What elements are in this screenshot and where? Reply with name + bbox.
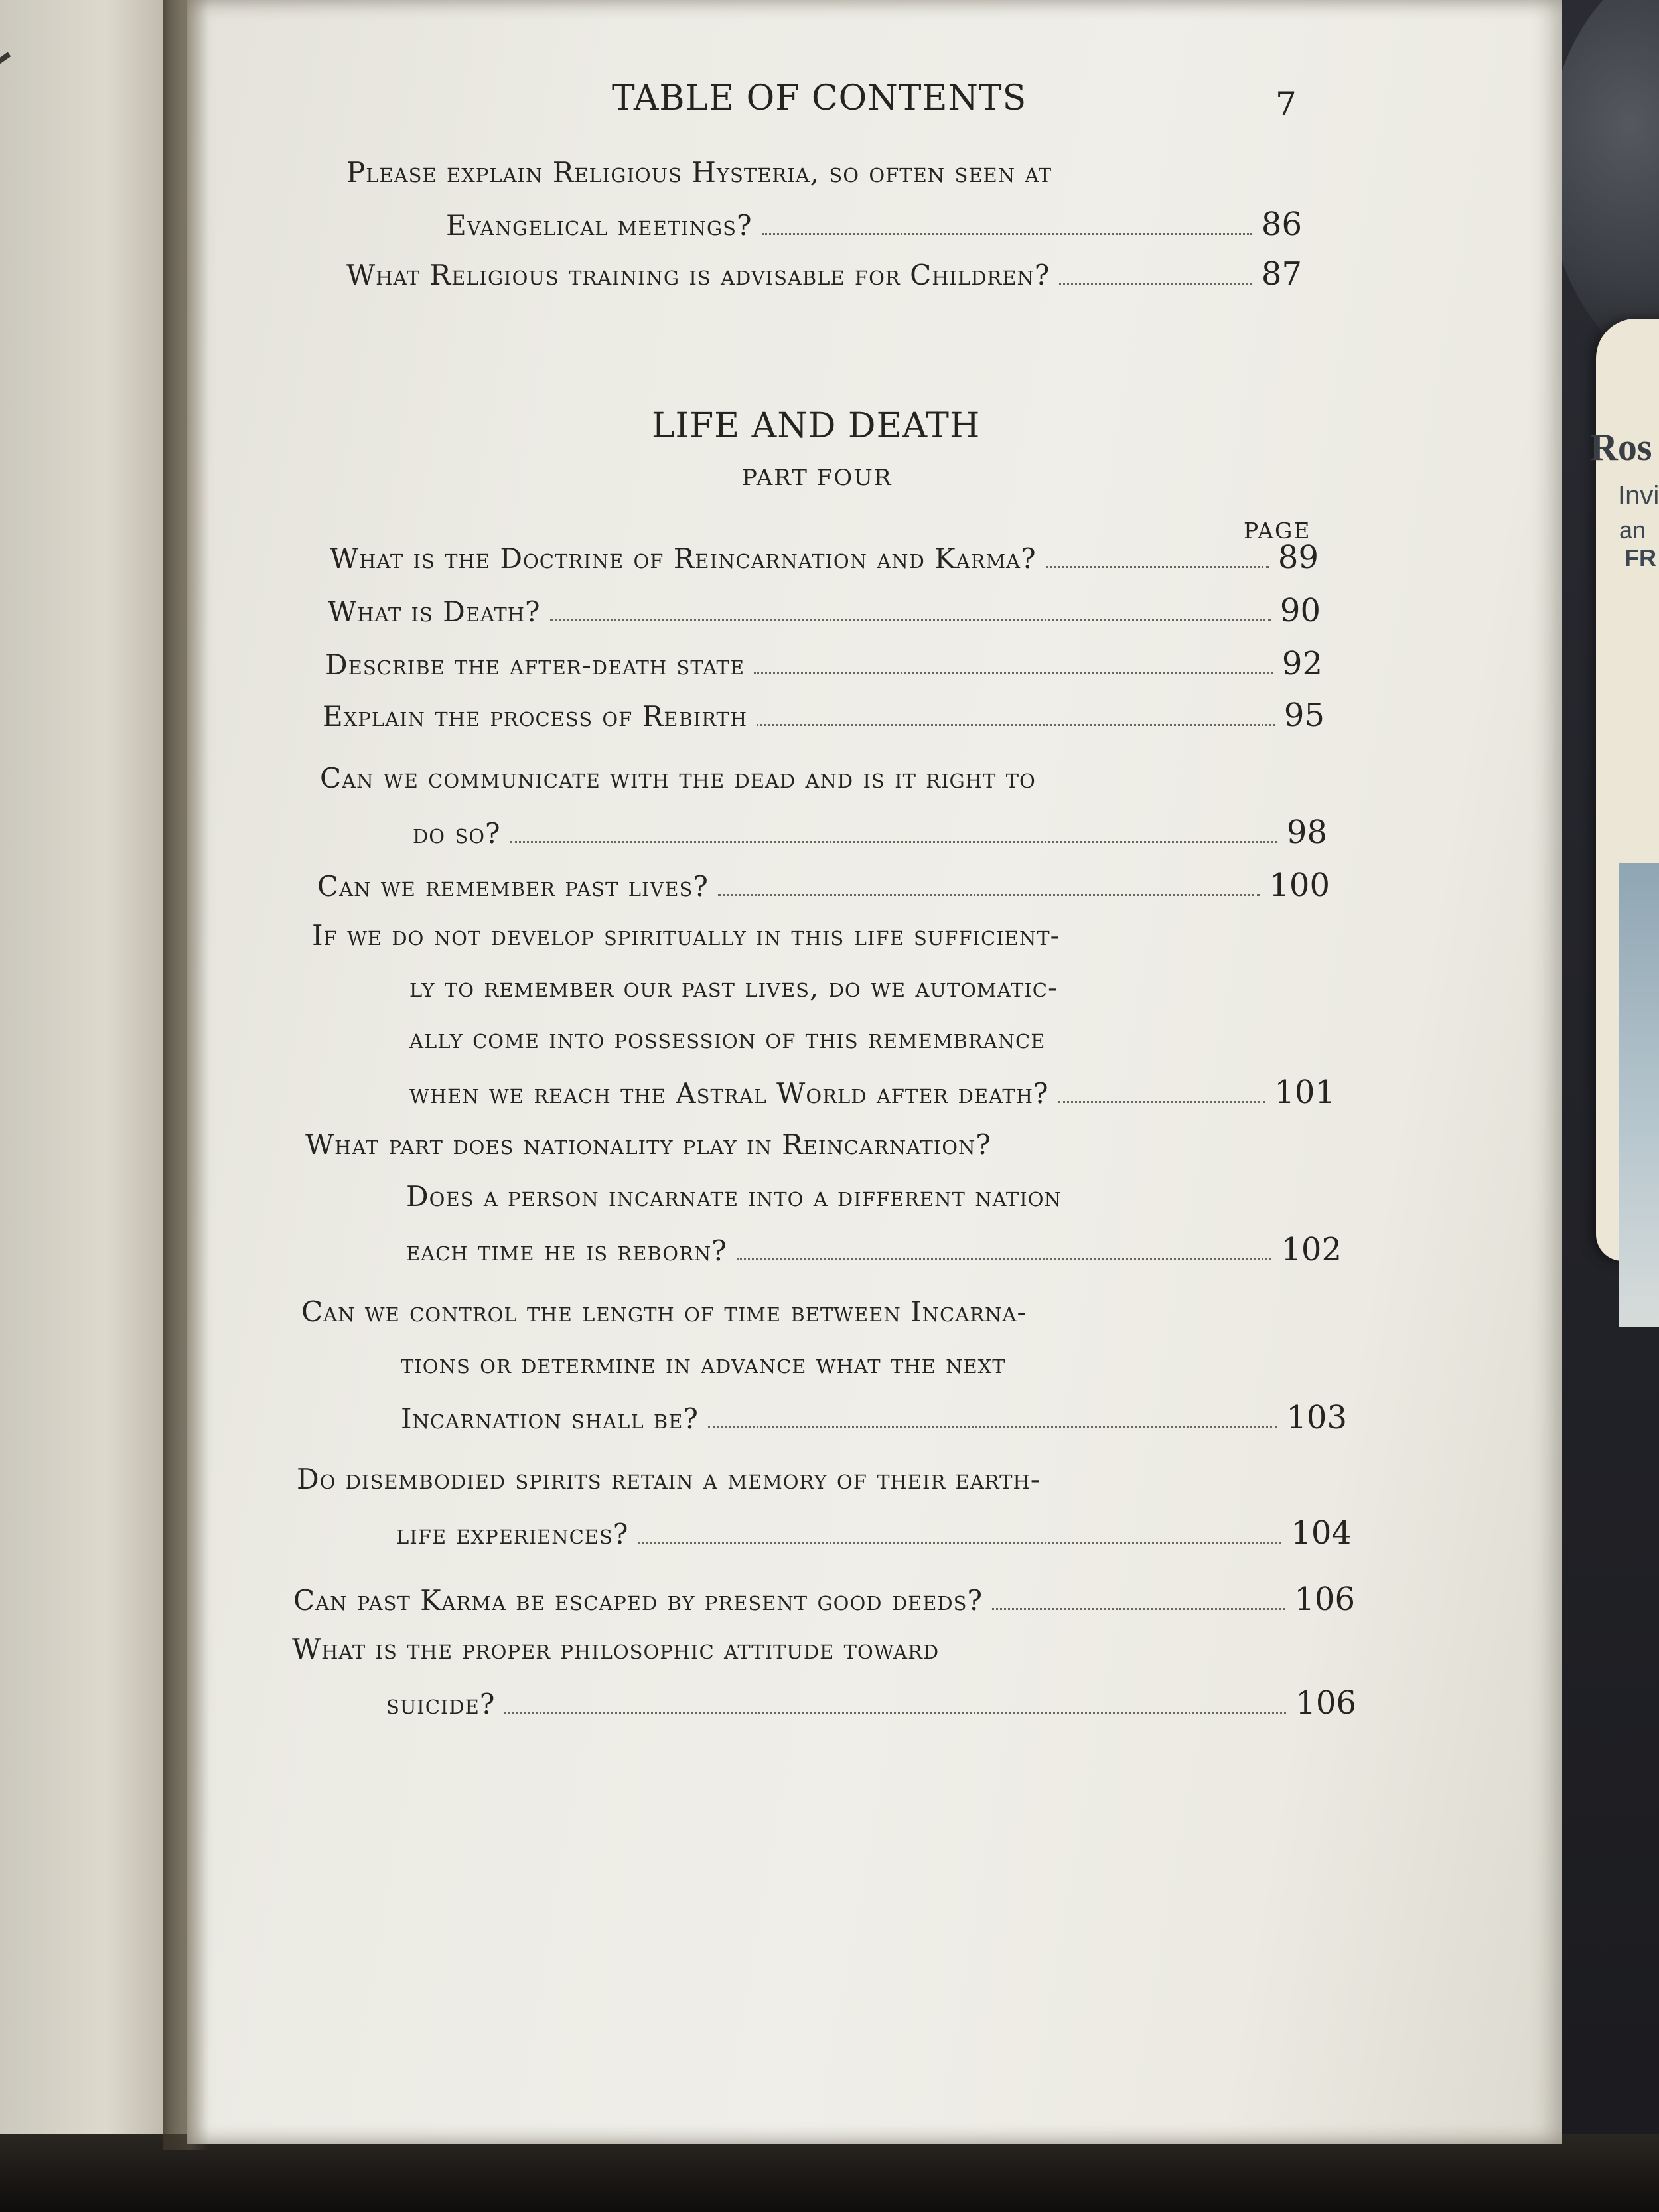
toc-entry-line-last <box>325 645 1323 692</box>
toc-entry-text: Can past Karma be escaped by present good deeds? <box>293 1584 983 1617</box>
toc-entry-line-last <box>328 592 1321 638</box>
toc-page-number: 106 <box>1295 1684 1356 1722</box>
toc-entry-line-last <box>396 1514 1352 1561</box>
toc-entry-line-last <box>293 1581 1355 1627</box>
toc-entry-text: Does a person incarnate into a different nation <box>406 1180 1062 1213</box>
dot-leader <box>762 233 1252 235</box>
toc-entry-text: Can we communicate with the dead and is it right to <box>320 762 1036 794</box>
toc-entry-line-last <box>346 256 1302 302</box>
toc-entry-line <box>292 1633 939 1679</box>
toc-entry-text: ally come into possession of this remembrance <box>409 1022 1046 1055</box>
toc-entry-line <box>320 762 1036 808</box>
toc-entry-text: Do disembodied spirits retain a memory of their earth- <box>297 1463 1041 1495</box>
dot-leader <box>1058 1101 1265 1103</box>
toc-page-number: 87 <box>1261 256 1302 293</box>
toc-page-number: 92 <box>1281 645 1323 682</box>
dot-leader <box>718 894 1260 896</box>
toc-page-number: 98 <box>1286 814 1327 851</box>
dot-leader <box>510 841 1277 843</box>
leaflet-graphic <box>1619 863 1659 1327</box>
page-number: 7 <box>1275 85 1297 123</box>
toc-entry-line <box>406 1180 1062 1226</box>
toc-entry-text: life experiences? <box>396 1518 629 1550</box>
toc-entry-text: Can we control the length of time between Incarna- <box>301 1295 1027 1328</box>
book-edge <box>0 2134 1659 2212</box>
toc-entry-line <box>297 1463 1041 1509</box>
spine-shadow <box>163 0 209 2150</box>
toc-entry-text: What is the proper philosophic attitude toward <box>292 1633 940 1665</box>
toc-entry-line <box>401 1347 1006 1394</box>
toc-entry-line <box>409 971 1058 1017</box>
running-title: TABLE OF CONTENTS <box>612 78 1027 118</box>
toc-entry-text: Evangelical meetings? <box>446 209 753 242</box>
dot-leader <box>504 1712 1286 1714</box>
dot-leader <box>737 1258 1272 1260</box>
dot-leader <box>992 1608 1285 1610</box>
dot-leader <box>638 1542 1281 1544</box>
toc-entry-text: Can we remember past lives? <box>317 870 709 903</box>
toc-entry-text: do so? <box>413 817 501 849</box>
dot-leader <box>708 1426 1277 1428</box>
leaflet-text: Ros <box>1590 425 1652 469</box>
toc-entry-text: tions or determine in advance what the next <box>401 1347 1006 1380</box>
toc-entry-line-last <box>406 1231 1342 1278</box>
toc-entry-text: What Religious training is advisable for Children? <box>346 259 1050 291</box>
toc-entry-text: when we reach the Astral World after death? <box>409 1077 1049 1110</box>
toc-entry-text: Describe the after-death state <box>325 648 745 681</box>
toc-entry-text: What is the Doctrine of Reincarnation and Karma? <box>330 542 1037 575</box>
dot-leader <box>550 619 1271 621</box>
toc-entry-line-last <box>330 539 1319 585</box>
toc-entry-text: What part does nationality play in Reincarnation? <box>305 1128 991 1161</box>
dot-leader <box>757 724 1275 726</box>
toc-entry-line <box>312 919 1060 966</box>
leaflet-text: Invi <box>1618 481 1659 510</box>
toc-entry-text: What is Death? <box>328 595 541 628</box>
toc-page-number: 106 <box>1294 1581 1355 1618</box>
toc-entry-line-last <box>386 1684 1356 1731</box>
toc-page-number: 100 <box>1269 867 1330 904</box>
toc-entry-line-last <box>409 1074 1335 1120</box>
toc-page-number: 103 <box>1286 1399 1347 1436</box>
toc-entry-line-last <box>413 814 1327 860</box>
part-title: LIFE AND DEATH <box>652 406 981 446</box>
part-subtitle: PART FOUR <box>742 465 893 491</box>
toc-entry-text: Incarnation shall be? <box>401 1402 699 1435</box>
toc-page-number: 90 <box>1279 592 1321 629</box>
toc-entry-text: Please explain Religious Hysteria, so often seen at <box>346 156 1052 188</box>
toc-entry-line-last <box>317 867 1330 913</box>
toc-page-number: 102 <box>1281 1231 1342 1268</box>
toc-entry-line-last <box>446 206 1302 252</box>
toc-entry-text: ly to remember our past lives, do we automatic- <box>409 971 1058 1003</box>
toc-entry-line <box>409 1022 1045 1069</box>
toc-entry-line <box>305 1128 991 1175</box>
page-column-label: PAGE <box>1244 518 1311 544</box>
leaflet-text: FR <box>1624 544 1656 571</box>
leaflet-text: an <box>1619 516 1646 544</box>
toc-page-number: 95 <box>1283 697 1325 734</box>
toc-page-number: 86 <box>1261 206 1302 243</box>
toc-entry-line <box>301 1295 1027 1342</box>
toc-entry-text: suicide? <box>386 1688 496 1720</box>
book-page <box>187 0 1562 2144</box>
toc-entry-line-last <box>323 697 1325 743</box>
toc-page-number: 101 <box>1274 1074 1335 1111</box>
dot-leader <box>1059 283 1252 285</box>
toc-entry-text: each time he is reborn? <box>406 1234 727 1267</box>
toc-entry-line-last <box>401 1399 1347 1445</box>
toc-page-number: 89 <box>1277 539 1319 576</box>
dot-leader <box>1046 566 1269 568</box>
toc-page-number: 104 <box>1291 1514 1352 1552</box>
toc-entry-line <box>346 156 1052 202</box>
toc-entry-text: Explain the process of Rebirth <box>323 700 748 733</box>
toc-entry-text: If we do not develop spiritually in this life sufficient- <box>312 919 1060 952</box>
dot-leader <box>754 672 1273 674</box>
